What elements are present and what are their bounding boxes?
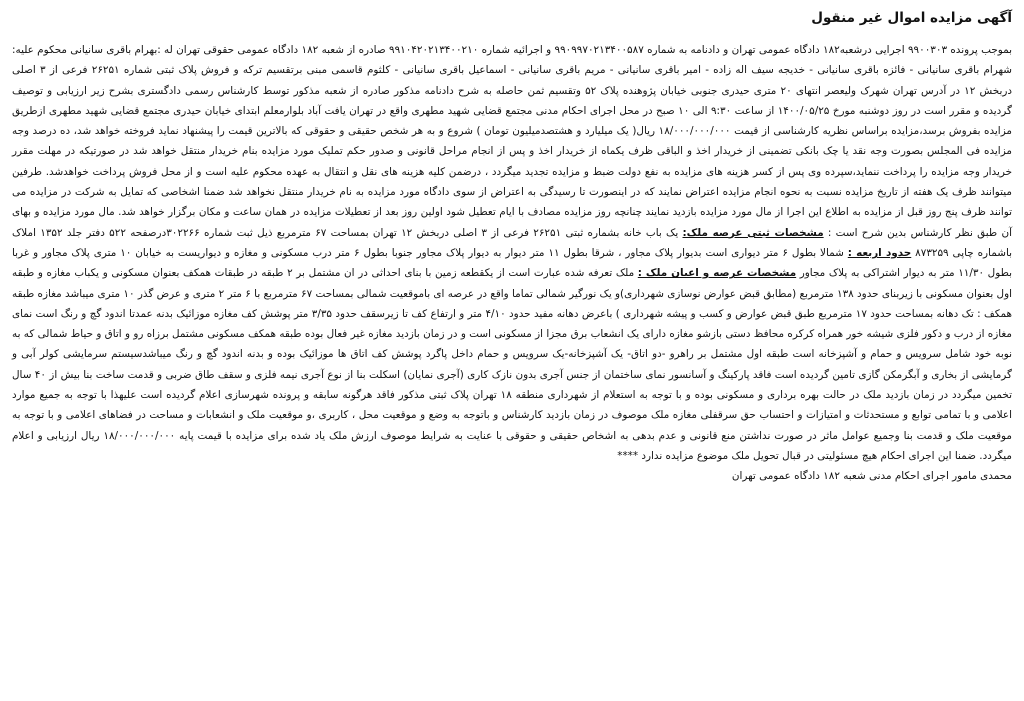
land-building-heading: مشخصات عرصه و اعیان ملک : (637, 267, 797, 280)
notice-body (12, 40, 1012, 466)
notice-title: آگهی مزایده اموال غیر منقول (811, 10, 1012, 26)
boundaries-heading: حدود اربعه : (847, 246, 912, 259)
signature-line: محمدی مامور اجرای احکام مدنی شعبه ۱۸۲ دادگاه عمومی تهران (731, 470, 1012, 483)
land-building-text: ملک تعرفه شده عبارت است از یکقطعه زمین با بنای احداثی در ان مشتمل بر ۲ طبقه در طبقات همکف بعنوان مسکونی و یکباب مغازه و طبقه اول بعنوان مسکونی با زیربنای حدود ۱۳۸ مترمربع (مطابق قبض عوارض نوسازی شهرداری)و یک نورگیر شمالی تماما واقع در عرصه ای باموقعیت شمالی بمساحت ۶۷ مترمربع با ۶ متر ۲ متری و عرض گذر ۱۰ متری میباشد مغازه طبقه همکف : تک دهانه بمساحت حدود ۱۷ مترمربع طبق قبض عوارض و کسب و پیشه شهرداری ) باعرض دهانه مفید حدود ۴/۱۰ متر و ارتفاع کف تا زیرسقف حدود ۳/۳۵ متر پوشش کف مغازه موزائیک بدنه عمدتا اندود گچ و رنگ است نمای مغازه از درب و دکور فلزی شیشه خور همراه کرکره محافظ دستی بازشو مغازه دارای یک انشعاب برق مجزا از مسکونی است و در زمان بازدید مغازه غیر فعال بوده طبقه همکف مسکونی مشتمل برزاه رو و اتاق و حیاط شمالی که به نوبه خود شامل سرویس و حمام و آشپزخانه است طبقه اول مشتمل بر راهرو -دو اتاق- یک آشپزخانه-یک سرویس و حمام داخل پاگرد پوشش کف اتاق ها موزائیک بوده و بدنه اندود گچ و رنگ میباشدسیستم سرمایشی کولر آبی و گرمایشی از بخاری و آبگرمکن گازی تامین گردیده است فاقد پارکینگ و آسانسور نمای ساختمان از جنس آجری بدون نازک کاری (آجری نمایان) اسکلت بنا از نوع آجری نیمه فلزی و سقف طاق ضربی و قدمت ساخت بنا بیش از ۴۰ سال تخمین میگردد در زمان بازدید ملک در حالت بهره برداری و مسکونی بوده و با توجه به استعلام از شهرداری منطقه ۱۸ تهران پلاک ثبتی مذکور فاقد هرگونه سابقه و پرونده شهرسازی اعلام گردیده است علیهذا با توجه به جمیع موارد اعلامی و با تمامی توابع و مستحدثات و امتیازات و احتساب حق سرقفلی مغازه ملک موصوف در زمان بازدید کارشناس و باتوجه به وضع و موقعیت محل ، کاربری ،و موقعیت ملک و انشعابات و مساحت در فضاهای اعلامی و با توجه به موقعیت ملک و قدمت بنا وجمیع عوامل ماثر در صورت نداشتن منع قانونی و عدم بدهی به اشخاص حقیقی و حقوقی با عنایت به شرایط موصوف ارزش ملک یاد شده برای مزایده با قیمت پایه ۱۸/۰۰۰/۰۰۰/۰۰۰ ریال ارزیابی و اعلام میگردد. ضمنا این اجرای احکام هیچ مسئولیتی در قبال تحویل ملک موضوع مزایده ندارد **** (12, 267, 1013, 462)
registry-spec-heading: مشخصات ثبتی عرصه ملک: (682, 226, 824, 239)
registry-spec-text: یک باب خانه بشماره ثبتی ۲۶۲۵۱ فرعی از ۳ اصلی دربخش ۱۲ تهران بمساحت ۶۷ مترمربع ذیل ثبت شماره ۳۰۲۲۶۶درصفحه ۵۲۲ دفتر جلد ۱۳۵۲ املاک باشماره چاپی ۸۷۳۲۵۹ (12, 226, 1012, 259)
boundaries-text: شمالا بطول ۶ متر دیواری است بدیوار پلاک مجاور ، شرقا بطول ۱۱ متر دیوار به دیوار پلاک مجاور جنوبا بطول ۶ متر درب مسکونی و مغازه و دیواریست به خیابان ۱۰ متری پلاک مجاور و غربا بطول ۱۱/۳۰ متر به دیوار اشتراکی به پلاک مجاور (12, 246, 1013, 280)
notice-intro: بموجب پرونده ۹۹۰۰۳۰۳ اجرایی درشعبه۱۸۲ دادگاه عمومی تهران و دادنامه به شماره ۹۹۰۹۹۷۰۲۱۳۴۰۰۵۸۷ و اجرائیه شماره ۹۹۱۰۴۲۰۲۱۳۴۰۰۲۱۰ صادره از شعبه ۱۸۲ دادگاه عمومی حقوقی تهران له :بهرام باقری سانیانی محکوم علیه: شهرام باقری سانیانی - فائزه باقری سانیانی - خدیجه سیف اله زاده - امیر باقری سانیانی - مریم باقری سانیانی - اسماعیل باقری سانیانی - کلثوم قاسمی مبنی برتقسیم ترکه و فروش پلاک ثبتی شماره ۲۶۲۵۱ فرعی از ۳ اصلی دربخش ۱۲ در آدرس تهران شهرک ولیعصر انتهای ۲۰ متری حیدری جنوبی خیابان پژوهنده پلاک ۵۲ وتقسیم ثمن حاصله به شرح دادنامه مذکور صادره از شعبه مذکور توسط کارشناس رسمی دادگستری بشرح زیر ارزیابی و توصیف گردیده و مقرر است در روز دوشنبه مورخ ۱۴۰۰/۰۵/۲۵ از ساعت ۹:۳۰ الی ۱۰ صبح در محل اجرای احکام مدنی مجتمع قضایی شهید مطهری واقع در تهران یافت آباد بلوارمعلم ابتدای خیابان حیدری مجتمع قضایی شهید مطهری ازطریق مزایده بفروش برسد،مزایده براساس نظریه کارشناسی از قیمت ۱۸/۰۰۰/۰۰۰/۰۰۰ ریال( یک میلیارد و هشتصدمیلیون تومان ) شروع و به هر شخص حقیقی و حقوقی که بالاترین قیمت را پیشنهاد نماید فروخته خواهد شد، ده درصد وجه مزایده فی المجلس بصورت وجه نقد یا چک بانکی تضمینی از خریدار اخذ و الباقی ظرف یکماه از خریدار اخذ و پس از انجام مراحل قانونی و صدور حکم تملیک مورد مزایده بنام خریدار منتقل خواهد شد در صورتیکه در مهلت مقرر خریدار وجه مزایده را پرداخت ننماید،سپرده وی پس از کسر هزینه های مزایده به نفع دولت ضبط و مزایده تجدید میگردد ، درضمن کلیه هزینه های نقل و انتقال به عهده محکوم علیه است و از محل فروش پرداخت خواهدشد. طرفین میتوانند ظرف یک هفته از تاریخ مزایده نسبت به نحوه انجام مزایده اعتراض نمایند که در اینصورت تا رسیدگی به اعتراض از سوی دادگاه مورد مزایده به نام خریدار منتقل نخواهد شد ضمنا اشخاصی که تمایل به شرکت در مزایده می توانند ظرف پنج روز قبل از مزایده به اطلاع این اجرا از مال مورد مزایده بازدید نمایند چنانچه روز مزایده مصادف با ایام تعطیل شود اولین روز بعد از تعطیلات مزایده در همان ساعت و مکان برگزار خواهد شد. مال مورد مزایده و بهای آن طبق نظر کارشناس بدین شرح است : (12, 44, 1013, 239)
